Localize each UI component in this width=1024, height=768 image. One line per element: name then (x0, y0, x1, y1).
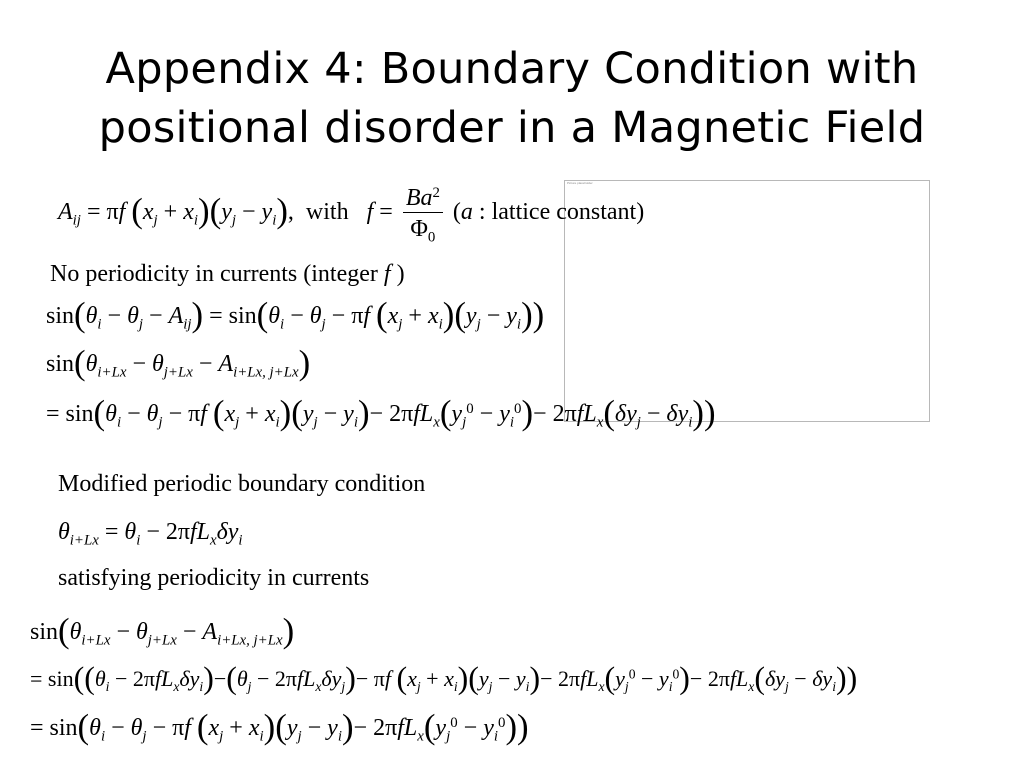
flux-fraction: $\frac{Ba^2}{\Phi_0}$ (403, 186, 443, 241)
equation-aij-definition: $A_{ij} = \pi f$ $(x_j + x_i)(y_j - y_i)$, with f = $\frac{Ba^2}{\Phi_0}$ (a : lattice constant) (58, 184, 645, 246)
title-line-2: positional disorder in a Magnetic Field (98, 103, 926, 153)
satisfying-label: satisfying periodicity in currents (58, 565, 370, 591)
equation-boundary-condition: $\theta_{i+Lx} = \theta_i - 2\pi fL_x\delta y_i$ (58, 519, 243, 549)
modified-periodic-label: Modified periodic boundary condition (58, 471, 426, 497)
lattice-constant-text: lattice constant) (491, 199, 645, 226)
with-text: with (305, 199, 349, 226)
equation-sin-3: = $\sin(\theta_i - \theta_j - \pi f$ $(x_j + x_i)(y_j - y_i)- 2\pi fL_x(y_j^0 - y_i^0)- 2\pi fL_x(\delta y_j - \delta y_i)$) (46, 392, 716, 432)
picture-caption: Picture placeholder (567, 181, 593, 185)
equation-sin-5: = $\sin((\theta_i - 2\pi fL_x\delta y_i)-(\theta_j - 2\pi fL_x\delta y_j)- \pi f$ $(x_j + x_i)(y_j - y_i)- 2\pi fL_x(y_j^0 - y_i^0)- 2\pi fL_x(\delta y_j - \delta y_i)$) (30, 660, 858, 696)
equation-sin-6: = $\sin(\theta_i - \theta_j - \pi f$ $(x_j + x_i)(y_j - y_i)- 2\pi fL_x(y_j^0 - y_i^0)$) (30, 706, 529, 746)
equation-sin-1: $\sin(\theta_i - \theta_j - A_{ij}) = \sin(\theta_i - \theta_j - \pi f$ $(x_j + x_i)(y_j - y_i)$) (46, 294, 545, 334)
slide-title (0, 40, 1024, 158)
equation-sin-2: $\sin(\theta_{i+Lx} - \theta_{j+Lx} - A_{i+Lx, j+Lx})$ (46, 342, 311, 382)
equation-sin-4: $\sin(\theta_{i+Lx} - \theta_{j+Lx} - A_{i+Lx, j+Lx})$ (30, 610, 295, 650)
no-periodicity-label: No periodicity in currents (integer f ) (50, 261, 405, 287)
title-line-1: Appendix 4: Boundary Condition with (105, 44, 919, 94)
